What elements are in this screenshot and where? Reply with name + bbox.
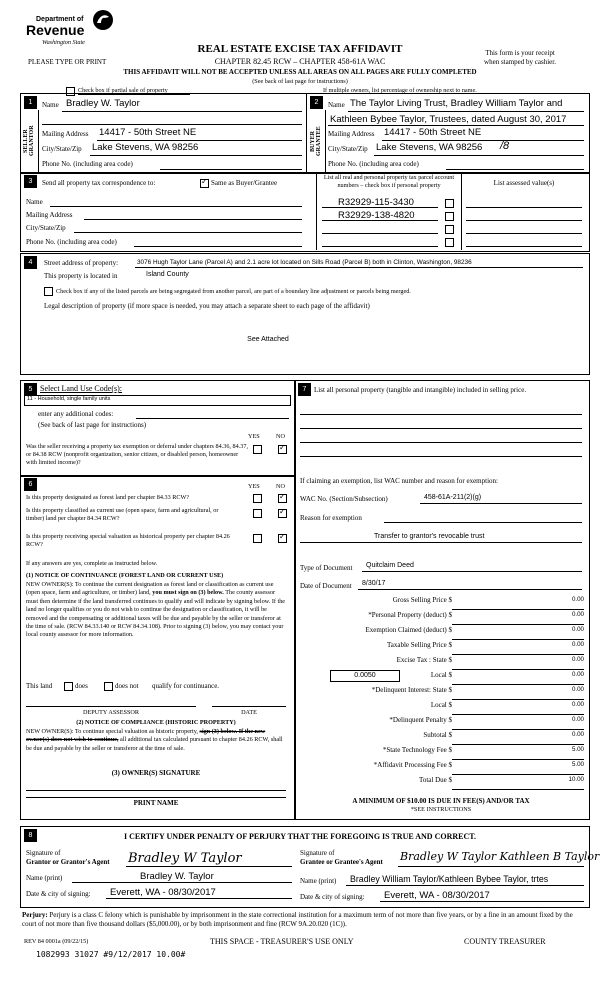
fee-label: *Personal Property (deduct) $ <box>368 611 452 619</box>
fee-label: *Affidavit Processing Fee $ <box>373 761 452 769</box>
treasurer-space: THIS SPACE - TREASURER'S USE ONLY <box>210 937 354 946</box>
personal-property-label: List all personal property (tangible and intangible) included in selling price. <box>314 386 527 394</box>
fee-row <box>296 596 584 610</box>
notice1-p1: NEW OWNER(S): To continue the current designation as forest land or classification as current use (open space, farm and agriculture, or timber) land, <box>26 581 274 597</box>
fee-value: 0.00 <box>452 596 584 610</box>
fee-label: Local $ <box>430 671 452 679</box>
certify-statement: I CERTIFY UNDER PENALTY OF PERJURY THAT THE FOREGOING IS TRUE AND CORRECT. <box>123 832 476 841</box>
section7-badge: 7 <box>298 383 311 396</box>
dor-logo <box>24 8 124 50</box>
buyer-city-note: /8 <box>500 140 510 152</box>
grantee-sig-label2: Grantee or Grantee's Agent <box>300 858 383 866</box>
notice2-p1: NEW OWNER(S): To continue special valuation as historic property, <box>26 728 198 735</box>
deputy-assessor-label: DEPUTY ASSESSOR <box>83 709 139 716</box>
fee-row <box>296 761 584 775</box>
section2-badge: 2 <box>310 96 323 109</box>
notice1-bold: you must sign on (3) below. <box>152 589 224 597</box>
fee-row <box>296 701 584 715</box>
local-rate-box <box>330 670 400 682</box>
section4-badge: 4 <box>24 256 37 269</box>
partial-sale-label: Check box if partial sale of property <box>78 87 168 94</box>
form-title: REAL ESTATE EXCISE TAX AFFIDAVIT <box>197 43 403 55</box>
fee-label: Subtotal $ <box>423 731 452 739</box>
exemption-yes[interactable] <box>253 445 262 454</box>
qualify-label: qualify for continuance. <box>152 682 220 690</box>
does-not-label: does not <box>115 682 139 690</box>
fee-value: 0.00 <box>452 611 584 625</box>
minimum-due: A MINIMUM OF $10.00 IS DUE IN FEE(S) AND/OR TAX <box>352 797 530 805</box>
agency-line3: Washington State <box>42 39 85 46</box>
seller-name[interactable]: Bradley W. Taylor <box>66 98 140 109</box>
forest-question: Is this property designated as forest land per chapter 84.33 RCW? <box>26 494 190 501</box>
perjury-text: Perjury is a class C felony which is punishable by imprisonment in the state correctional institution for a maximum term of not more than five years, or by a fine in an amount fixed by the court of not more than five thousand dollars ($5,000.00), or by both imprisonment and fine (RCW 9A.20.020 (1C)). <box>22 911 573 928</box>
yes-header-5: YES <box>248 433 260 440</box>
date-label: DATE <box>241 709 257 716</box>
grantor-signature[interactable]: Bradley W Taylor <box>128 851 242 866</box>
please-type: PLEASE TYPE OR PRINT <box>28 58 107 66</box>
agency-line2: Revenue <box>26 22 85 38</box>
fee-value: 0.00 <box>452 641 584 655</box>
notice2-title: (2) NOTICE OF COMPLIANCE (HISTORIC PROPERTY) <box>76 719 236 726</box>
agency-line1: Department of <box>36 16 84 23</box>
multiple-owners: If multiple owners, list percentage of ownership next to name. <box>323 87 477 94</box>
fee-label: Local $ <box>430 701 452 709</box>
buyer-name1[interactable]: The Taylor Living Trust, Bradley William Taylor and <box>350 98 563 109</box>
grantor-sig-label2: Grantor or Grantor's Agent <box>26 858 110 866</box>
fee-row <box>296 776 584 790</box>
fee-row <box>296 626 584 640</box>
historic-question: Is this property receiving special valuation as historical property per chapter 84.26 RCW? <box>26 533 230 548</box>
form-chapter: CHAPTER 82.45 RCW – CHAPTER 458-61A WAC <box>214 57 386 66</box>
buyer-mailing[interactable]: 14417 - 50th Street NE <box>384 127 482 138</box>
fee-label: Exemption Claimed (deduct) $ <box>365 626 452 634</box>
fee-label: Taxable Selling Price $ <box>386 641 452 649</box>
legal-label: Legal description of property (if more space is needed, you may attach a separate sheet to each page of the affidavit) <box>44 302 370 310</box>
fee-value: 0.00 <box>452 656 584 670</box>
land-use-label: Select Land Use Code(s): <box>40 384 122 393</box>
land-use-value: 11 - Household, single family units <box>27 396 111 402</box>
form-warning: THIS AFFIDAVIT WILL NOT BE ACCEPTED UNLESS ALL AREAS ON ALL PAGES ARE FULLY COMPLETED <box>123 68 477 76</box>
wac-value[interactable]: 458-61A-211(2)(g) <box>424 494 482 501</box>
land-does-checkbox[interactable] <box>64 682 73 691</box>
historic-yes[interactable] <box>253 534 262 543</box>
same-as-buyer-checkbox[interactable] <box>200 179 209 188</box>
this-land-label: This land <box>26 682 53 690</box>
grantee-name-label: Name (print) <box>300 877 337 885</box>
grantee-date-label: Date & city of signing: <box>300 893 365 901</box>
dor-logo-icon <box>92 8 114 32</box>
corr-mailing-label: Mailing Address <box>26 211 73 219</box>
assessed-header: List assessed value(s) <box>493 179 555 187</box>
local-rate: 0.0050 <box>354 672 376 679</box>
same-as-buyer-label: Same as Buyer/Grantee <box>211 179 278 187</box>
grantor-name[interactable]: Bradley W. Taylor <box>140 871 214 882</box>
current-use-yes[interactable] <box>253 509 262 518</box>
reason-value[interactable]: Transfer to grantor's revocable trust <box>374 533 485 540</box>
doc-type[interactable]: Quitclaim Deed <box>366 562 414 569</box>
grantee-sig-label1: Signature of <box>300 849 335 857</box>
parcel-header: List all real and personal property tax parcel account numbers – check box if personal property <box>323 174 455 189</box>
perjury-label: Perjury: <box>22 911 48 919</box>
parcel-4-checkbox[interactable] <box>445 238 454 247</box>
land-use-see-back: (See back of last page for instructions) <box>38 421 147 429</box>
buyer-phone-label: Phone No. (including area code) <box>328 160 419 168</box>
doc-date[interactable]: 8/30/17 <box>362 580 386 587</box>
see-back: (See back of last page for instructions) <box>252 78 348 85</box>
parcel-1-checkbox[interactable] <box>445 199 454 208</box>
yes-header-6: YES <box>248 483 260 490</box>
street-address[interactable]: 3076 Hugh Taylor Lane (Parcel A) and 2.1 acre lot located on Sills Road (Parcel B) both in Clinton, Washington, 98236 <box>137 259 472 266</box>
corr-name-label: Name <box>26 198 43 206</box>
seller-city-label: City/State/Zip <box>42 145 82 153</box>
fee-label: *State Technology Fee $ <box>382 746 452 754</box>
parcel-1[interactable]: R32929-115-3430 <box>338 197 414 208</box>
wac-label: WAC No. (Section/Subsection) <box>300 495 388 503</box>
fee-label: *Delinquent Interest: State $ <box>371 686 452 694</box>
fee-row <box>296 686 584 700</box>
no-header-6: NO <box>276 483 285 490</box>
claim-label: If claiming an exemption, list WAC number and reason for exemption: <box>300 477 498 485</box>
buyer-city-label: City/State/Zip <box>328 145 368 153</box>
forest-no[interactable] <box>278 494 287 503</box>
section6-badge: 6 <box>24 478 37 491</box>
section3-badge: 3 <box>24 175 37 188</box>
segregated-checkbox[interactable] <box>44 287 53 296</box>
buyer-side-label: BUYER GRANTEE <box>310 126 322 156</box>
receipt-note2: when stamped by cashier. <box>484 58 556 66</box>
notice1-body <box>26 581 286 640</box>
additional-codes-label: enter any additional codes: <box>38 410 114 418</box>
send-correspondence-label: Send all property tax correspondence to: <box>42 179 156 187</box>
buyer-name-label: Name <box>328 101 345 109</box>
parcel-2[interactable]: R32929-138-4820 <box>338 210 415 221</box>
notice2-body <box>26 728 286 753</box>
exemption-question: Was the seller receiving a property tax exemption or deferral under chapters 84.36, 84.37, or 84.38 RCW (nonprofit organization, senior citizen, or disabled person, homeowner with limited income)? <box>26 443 248 466</box>
print-name-label: PRINT NAME <box>133 799 179 807</box>
fee-row <box>296 731 584 745</box>
section5-badge: 5 <box>24 383 37 396</box>
parcel-2-checkbox[interactable] <box>445 212 454 221</box>
fee-label: *Delinquent Penalty $ <box>389 716 452 724</box>
notice2-strike: sign (3) below. If the new owner(s) does not wish to continue, <box>26 728 266 744</box>
fee-value: 5.00 <box>452 746 584 760</box>
notice1-p2: The county assessor must then determine if the land transferred continues to qualify and will indicate by signing below. If the land no longer qualifies or you do not wish to continue the designation or classification, it will be removed and the compensating or additional taxes will be due and payable by the seller or transferor at the time of sale. (RCW 84.33.140 or RCW 84.34.108). Prior to signing (3) below, you may contact your local county assessor for more information. <box>26 589 286 639</box>
street-label: Street address of property: <box>44 259 119 267</box>
fee-value: 0.00 <box>452 626 584 640</box>
fee-row <box>296 716 584 730</box>
fee-label: Gross Selling Price $ <box>392 596 452 604</box>
owner-signature-label: (3) OWNER(S) SIGNATURE <box>111 769 201 777</box>
county-treasurer: COUNTY TREASURER <box>464 937 546 946</box>
grantor-name-label: Name (print) <box>26 874 63 882</box>
fee-value: 0.00 <box>452 671 584 685</box>
treasurer-stamp: 1082993 31027 #9/12/2017 10.00# <box>36 950 186 959</box>
seller-name-label: Name <box>42 101 59 109</box>
reason-label: Reason for exemption <box>300 514 362 522</box>
buyer-mailing-label: Mailing Address <box>328 130 375 138</box>
does-label: does <box>75 682 88 690</box>
grantor-date[interactable]: Everett, WA - 08/30/2017 <box>110 887 216 898</box>
doc-type-label: Type of Document <box>300 564 353 572</box>
corr-city-label: City/State/Zip <box>26 224 66 232</box>
no-header-5: NO <box>276 433 285 440</box>
doc-date-label: Date of Document <box>300 582 352 590</box>
fee-value: 0.00 <box>452 716 584 730</box>
seller-phone-label: Phone No. (including area code) <box>42 160 133 168</box>
fee-row <box>296 641 584 655</box>
fee-value: 0.00 <box>452 686 584 700</box>
buyer-name2[interactable]: Kathleen Bybee Taylor, Trustees, dated August 30, 2017 <box>330 114 567 125</box>
fee-value: 0.00 <box>452 731 584 745</box>
current-use-no[interactable] <box>278 509 287 518</box>
fee-label: Total Due $ <box>419 776 452 784</box>
exemption-no[interactable] <box>278 445 287 454</box>
fee-row <box>296 656 584 670</box>
county[interactable]: Island County <box>146 271 189 278</box>
fee-row <box>296 611 584 625</box>
see-instructions: *SEE INSTRUCTIONS <box>410 806 472 813</box>
seller-mailing[interactable]: 14417 - 50th Street NE <box>99 127 197 138</box>
grantor-sig-label1: Signature of <box>26 849 61 857</box>
grantee-name[interactable]: Bradley William Taylor/Kathleen Bybee Taylor, trtes <box>350 874 549 884</box>
corr-phone-label: Phone No. (including area code) <box>26 238 117 246</box>
grantee-signature[interactable]: Bradley W Taylor Kathleen B Taylor <box>400 850 600 863</box>
historic-no[interactable] <box>278 534 287 543</box>
segregated-label: Check box if any of the listed parcels are being segregated from another parcel, are part of a boundary line adjustment or parcels being merged. <box>56 288 411 295</box>
notice1-title: (1) NOTICE OF CONTINUANCE (FOREST LAND OR CURRENT USE) <box>26 572 224 579</box>
fee-value: 5.00 <box>452 761 584 775</box>
perjury-statement <box>22 911 586 929</box>
notice2-p2: all additional tax calculated pursuant to chapter 84.26 RCW, shall be due and payable by the seller or transferor at the time of sale. <box>26 736 283 752</box>
section1-badge: 1 <box>24 96 37 109</box>
legal-description[interactable]: See Attached <box>247 336 289 343</box>
fee-row <box>296 746 584 760</box>
fee-value: 10.00 <box>452 776 584 790</box>
receipt-note1: This form is your receipt <box>485 49 555 57</box>
grantor-date-label: Date & city of signing: <box>26 890 91 898</box>
seller-city[interactable]: Lake Stevens, WA 98256 <box>92 142 199 153</box>
grantee-date[interactable]: Everett, WA - 08/30/2017 <box>384 890 490 901</box>
form-number: REV 84 0001a (09/22/15) <box>24 938 89 945</box>
fee-label: Excise Tax : State $ <box>396 656 452 664</box>
if-yes-note: If any answers are yes, complete as instructed below. <box>26 560 158 567</box>
land-does-not-checkbox[interactable] <box>104 682 113 691</box>
forest-yes[interactable] <box>253 494 262 503</box>
seller-side-label: SELLER GRANTOR <box>23 125 35 157</box>
located-label: This property is located in <box>44 272 118 280</box>
fee-value: 0.00 <box>452 701 584 715</box>
section8-badge: 8 <box>24 829 37 842</box>
seller-mailing-label: Mailing Address <box>42 130 89 138</box>
parcel-3-checkbox[interactable] <box>445 225 454 234</box>
buyer-city[interactable]: Lake Stevens, WA 98256 <box>376 142 483 153</box>
current-use-question: Is this property classified as current use (open space, farm and agricultural, or timber) land per chapter 84.34 RCW? <box>26 507 219 522</box>
